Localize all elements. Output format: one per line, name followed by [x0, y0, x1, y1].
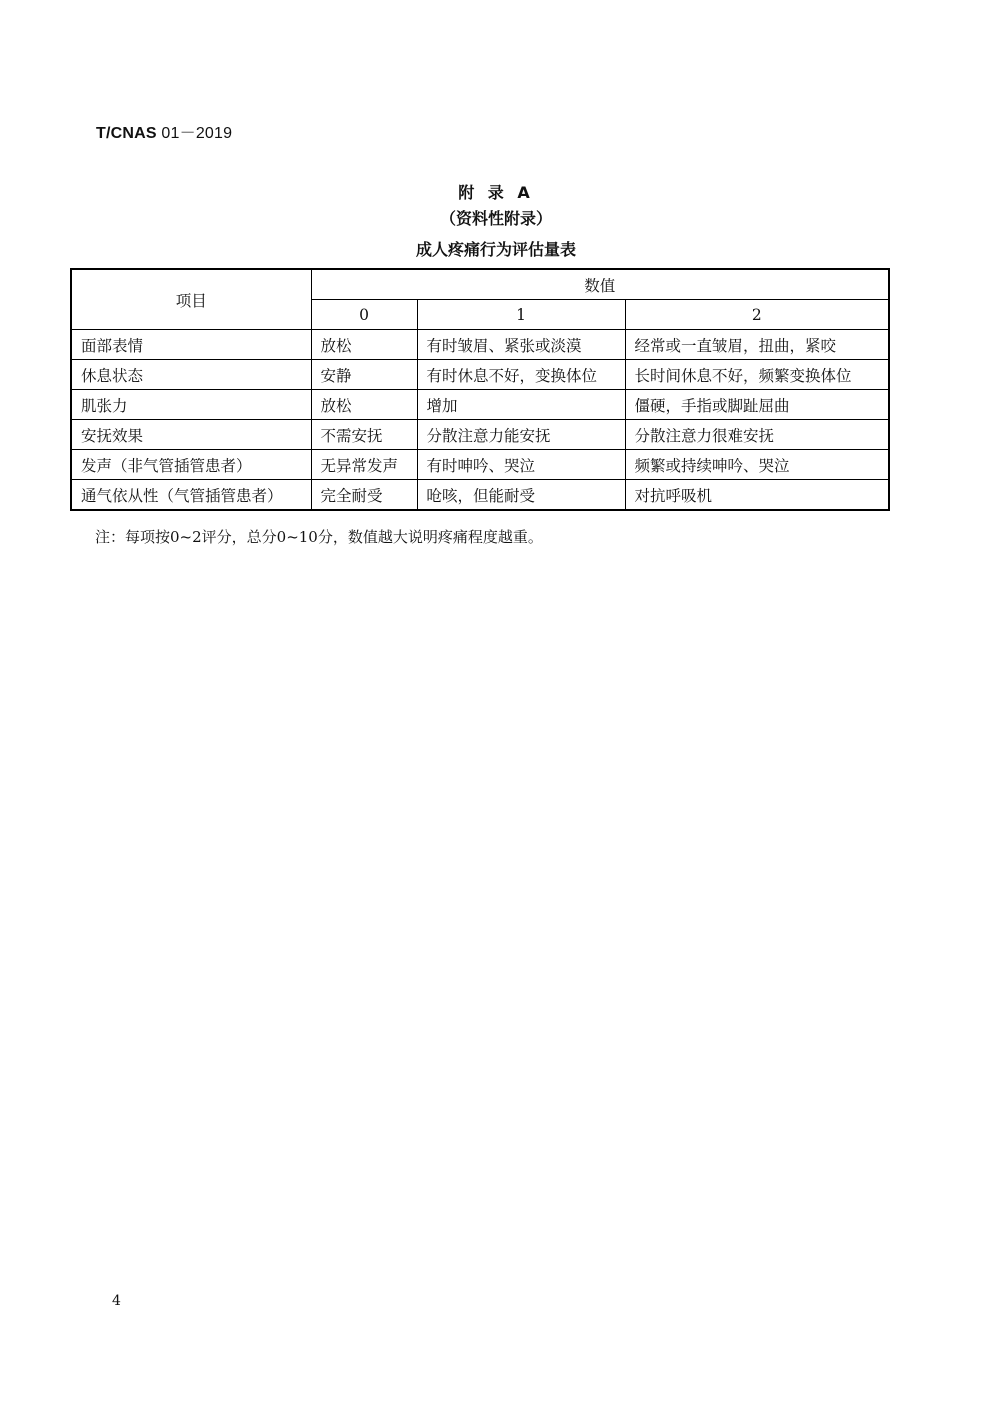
table-row	[71, 390, 889, 420]
page-number: 4	[112, 1293, 121, 1309]
row-score-2: 分散注意力很难安抚	[625, 420, 889, 450]
appendix-subtitle: （资料性附录）	[439, 209, 552, 228]
row-score-1: 有时休息不好，变换体位	[417, 360, 625, 390]
table-row	[71, 330, 889, 360]
row-score-1: 有时皱眉、紧张或淡漠	[417, 330, 625, 360]
row-score-0: 无异常发声	[311, 450, 417, 480]
standard-series: T/CNAS	[96, 125, 157, 142]
table-row	[71, 420, 889, 450]
row-score-2: 经常或一直皱眉，扭曲，紧咬	[625, 330, 889, 360]
row-score-1: 增加	[417, 390, 625, 420]
row-item: 面部表情	[71, 330, 311, 360]
table-row	[71, 360, 889, 390]
table-note: 注：每项按0~2评分，总分0~10分，数值越大说明疼痛程度越重。	[95, 528, 543, 546]
row-item: 通气依从性（气管插管患者）	[71, 480, 311, 511]
standard-number: 01－2019	[161, 125, 233, 142]
row-score-0: 放松	[311, 330, 417, 360]
row-score-2: 僵硬，手指或脚趾屈曲	[625, 390, 889, 420]
row-score-0: 安静	[311, 360, 417, 390]
score-header-2: 2	[625, 300, 889, 330]
row-item: 安抚效果	[71, 420, 311, 450]
row-score-1: 呛咳，但能耐受	[417, 480, 625, 511]
appendix-title: 附 录 A	[458, 183, 534, 202]
row-score-0: 完全耐受	[311, 480, 417, 511]
value-header: 数值	[311, 269, 889, 300]
pain-scale-table	[70, 268, 890, 511]
row-item: 肌张力	[71, 390, 311, 420]
row-item: 发声（非气管插管患者）	[71, 450, 311, 480]
row-score-2: 对抗呼吸机	[625, 480, 889, 511]
document-code	[96, 120, 232, 143]
row-score-2: 长时间休息不好，频繁变换体位	[625, 360, 889, 390]
table-row	[71, 480, 889, 511]
table-title: 成人疼痛行为评估量表	[415, 240, 576, 259]
score-header-0: 0	[311, 300, 417, 330]
row-score-1: 分散注意力能安抚	[417, 420, 625, 450]
row-score-1: 有时呻吟、哭泣	[417, 450, 625, 480]
table-row	[71, 450, 889, 480]
item-header: 项目	[71, 269, 311, 330]
score-header-1: 1	[417, 300, 625, 330]
row-score-2: 频繁或持续呻吟、哭泣	[625, 450, 889, 480]
row-item: 休息状态	[71, 360, 311, 390]
table-header-row	[71, 269, 889, 300]
row-score-0: 不需安抚	[311, 420, 417, 450]
row-score-0: 放松	[311, 390, 417, 420]
